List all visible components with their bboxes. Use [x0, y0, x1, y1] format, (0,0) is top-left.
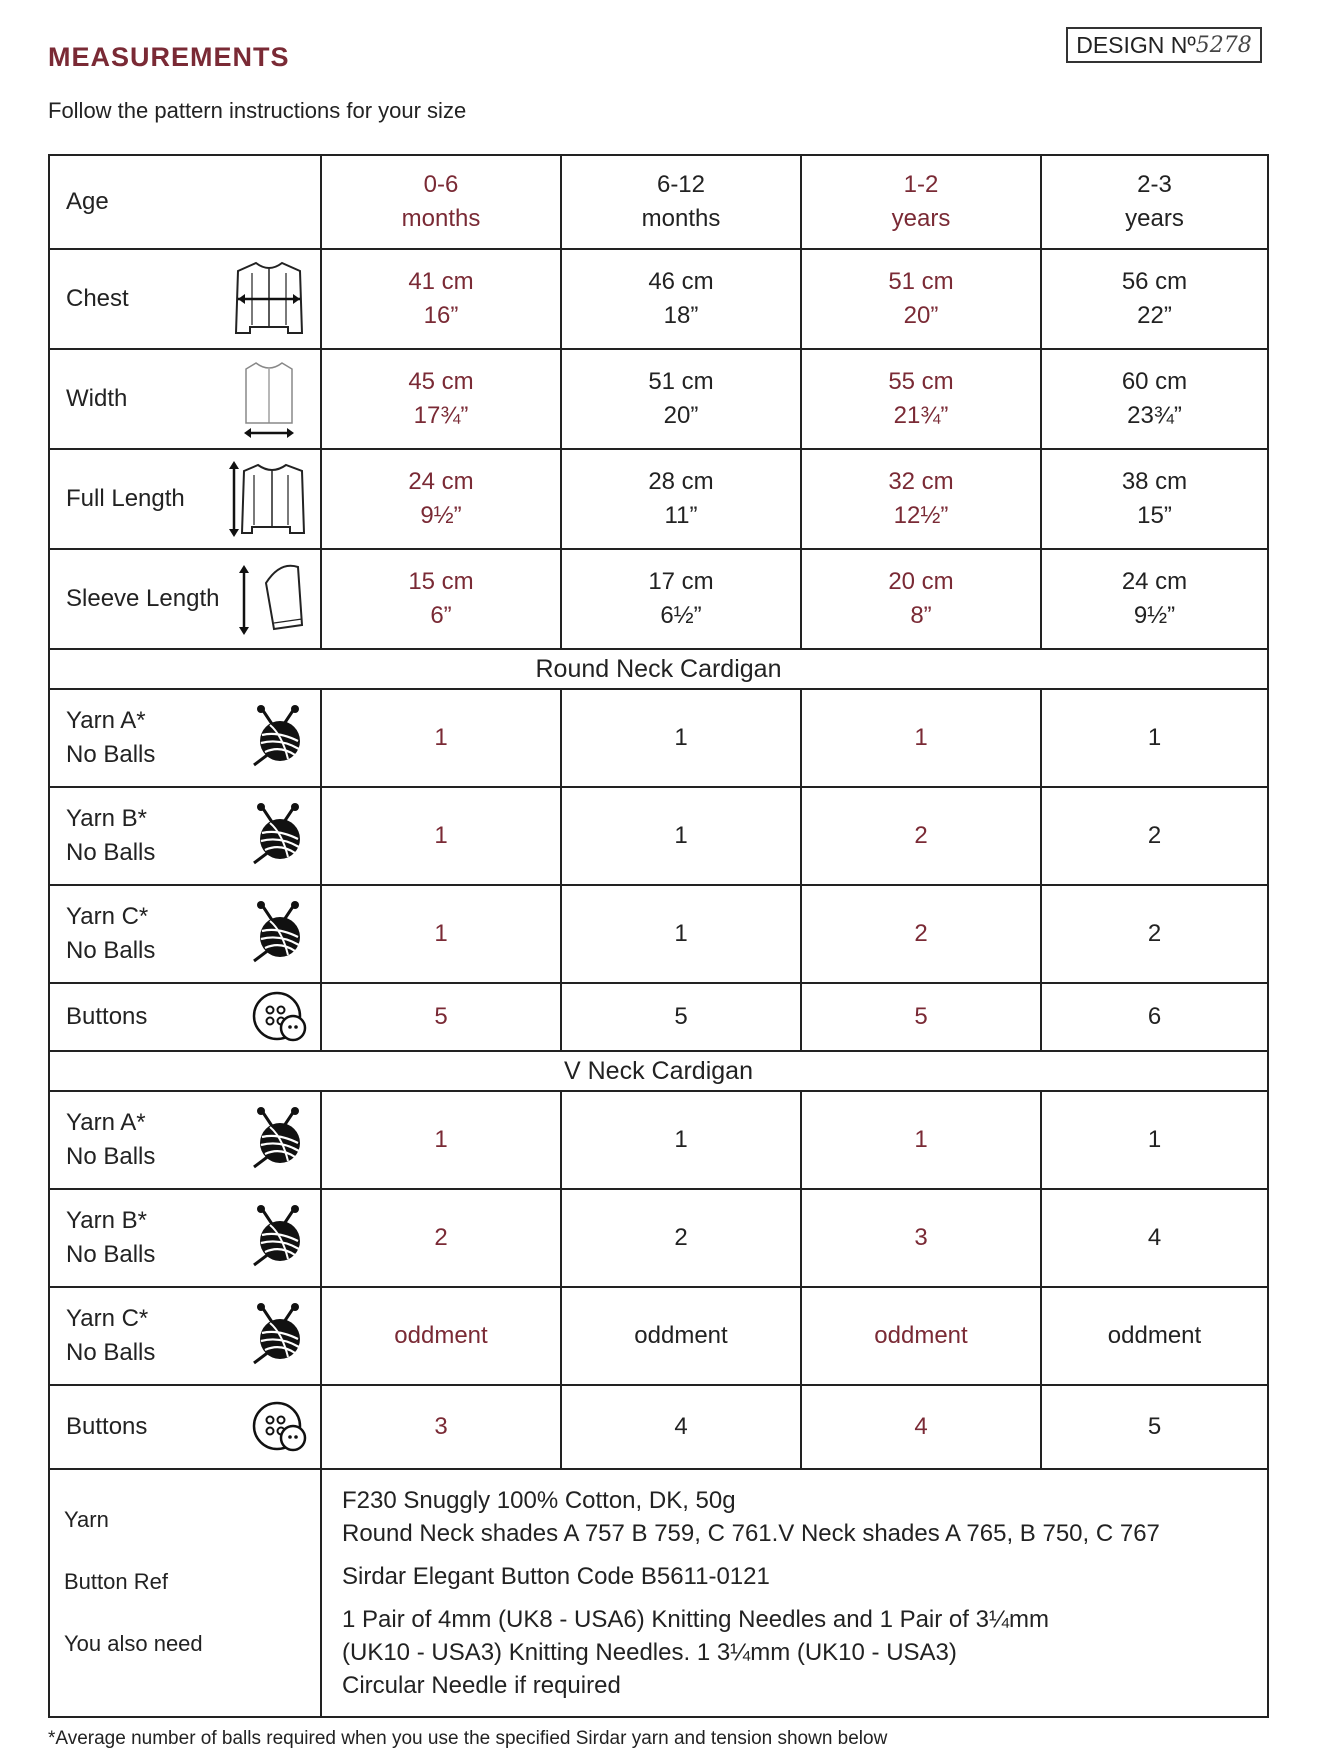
buttons-row: [49, 1385, 1268, 1469]
measurement-inches: 18”: [663, 302, 699, 329]
measurement-cm: 28 cm: [648, 468, 714, 495]
measurement-cm: 51 cm: [888, 268, 954, 295]
measurement-cm: 45 cm: [408, 368, 474, 395]
yarn-ball-icon: [248, 705, 308, 771]
materials-row: [49, 1469, 1268, 1717]
measurement-cm: 17 cm: [648, 568, 714, 595]
width-label: Width: [66, 385, 128, 412]
balls-cell: 2: [801, 787, 1041, 885]
no-balls-label: No Balls: [66, 1339, 156, 1366]
no-balls-label: No Balls: [66, 839, 156, 866]
size-unit: months: [401, 205, 481, 232]
buttons-label: Buttons: [66, 1413, 148, 1440]
yarn-b-label-cell: [49, 787, 321, 885]
measurement-cell: [321, 349, 561, 449]
balls-cell: 1: [561, 689, 801, 787]
measurement-cell: [321, 449, 561, 549]
yarn-label: [66, 1106, 155, 1174]
design-number-box: [1066, 27, 1262, 63]
footnote: *Average number of balls required when you use the specified Sirdar yarn and tension shown below: [48, 1728, 888, 1749]
chest-label: Chest: [66, 285, 129, 312]
size-range: 2-3: [1137, 171, 1172, 198]
yarn-label: [66, 1204, 155, 1272]
measurements-table: [48, 154, 1269, 1718]
needles-line: 1 Pair of 4mm (UK8 - USA6) Knitting Needles and 1 Pair of 3¼mm: [342, 1606, 1049, 1633]
yarn-ball-icon: [248, 1107, 308, 1173]
measurement-cm: 41 cm: [408, 268, 474, 295]
yarn-a-label-cell: [49, 689, 321, 787]
measurement-inches: 8”: [910, 602, 932, 629]
balls-cell: 1: [321, 787, 561, 885]
buttons-cell: 6: [1041, 983, 1268, 1051]
balls-cell: oddment: [1041, 1287, 1268, 1385]
button-icon: [250, 1400, 308, 1454]
balls-cell: 1: [561, 885, 801, 983]
measurement-inches: 21¾”: [893, 402, 949, 429]
balls-cell: 1: [1041, 689, 1268, 787]
yarn-c-label-cell: [49, 885, 321, 983]
size-unit: years: [891, 205, 951, 232]
measurement-cell: [321, 549, 561, 649]
sleeve-length-icon: [236, 557, 308, 641]
balls-cell: oddment: [801, 1287, 1041, 1385]
button-ref-value: Sirdar Elegant Button Code B5611-0121: [342, 1563, 770, 1590]
buttons-label: Buttons: [66, 1003, 148, 1030]
measurement-cm: 24 cm: [408, 468, 474, 495]
yarn-ball-icon: [248, 901, 308, 967]
measurement-cm: 32 cm: [888, 468, 954, 495]
yarn-c-label: Yarn C*: [66, 903, 149, 930]
cardigan-length-icon: [226, 457, 308, 541]
measurement-cm: 24 cm: [1121, 568, 1188, 595]
measurement-cell: [561, 449, 801, 549]
measurement-inches: 11”: [664, 502, 698, 529]
measurement-cell: [561, 549, 801, 649]
balls-cell: 2: [1041, 787, 1268, 885]
yarn-label: [66, 704, 155, 772]
yarn-row: [49, 689, 1268, 787]
section-heading: Round Neck Cardigan: [49, 649, 1268, 689]
measurement-cm: 15 cm: [408, 568, 474, 595]
yarn-line: F230 Snuggly 100% Cotton, DK, 50g: [342, 1487, 736, 1514]
yarn-a-label: Yarn A*: [66, 1109, 146, 1136]
balls-cell: 1: [801, 1091, 1041, 1189]
measurement-cm: 38 cm: [1121, 468, 1188, 495]
measurement-inches: 20”: [663, 402, 699, 429]
yarn-c-label-cell: [49, 1287, 321, 1385]
size-range: 0-6: [423, 171, 459, 198]
buttons-label-cell: [49, 983, 321, 1051]
measurement-cell: [801, 249, 1041, 349]
yarn-b-label: Yarn B*: [66, 805, 147, 832]
design-label: DESIGN Nº: [1076, 31, 1196, 58]
buttons-cell: 3: [321, 1385, 561, 1469]
chest-label-cell: [49, 249, 321, 349]
yarn-line: Round Neck shades A 757 B 759, C 761.V Neck shades A 765, B 750, C 767: [342, 1520, 1160, 1547]
materials-details: [321, 1469, 1268, 1717]
no-balls-label: No Balls: [66, 937, 156, 964]
yarn-row: [49, 1091, 1268, 1189]
age-label-cell: [49, 155, 321, 249]
balls-cell: 2: [1041, 885, 1268, 983]
buttons-cell: 5: [1041, 1385, 1268, 1469]
sleeve-length-label: Sleeve Length: [66, 585, 220, 612]
size-range: 6-12: [656, 171, 706, 198]
buttons-cell: 5: [321, 983, 561, 1051]
measurement-inches: 15”: [1137, 502, 1172, 529]
sleeve-length-label-cell: [49, 549, 321, 649]
balls-cell: 2: [801, 885, 1041, 983]
v-neck-section-row: [49, 1051, 1268, 1091]
needles-line: Circular Needle if required: [342, 1672, 621, 1699]
yarn-ball-icon: [248, 803, 308, 869]
no-balls-label: No Balls: [66, 741, 156, 768]
measurement-inches: 6½”: [660, 602, 702, 629]
size-cell: [1041, 155, 1268, 249]
measurement-inches: 12½”: [893, 502, 949, 529]
buttons-label-cell: [49, 1385, 321, 1469]
buttons-cell: 4: [561, 1385, 801, 1469]
size-range: 1-2: [903, 171, 939, 198]
measurement-cell: [321, 249, 561, 349]
balls-cell: 1: [561, 1091, 801, 1189]
measurement-cell: [1041, 249, 1268, 349]
size-cell: [801, 155, 1041, 249]
balls-cell: 1: [801, 689, 1041, 787]
measurement-inches: 6”: [430, 602, 452, 629]
size-cell: [321, 155, 561, 249]
measurement-cell: [1041, 449, 1268, 549]
yarn-ball-icon: [248, 1303, 308, 1369]
yarn-b-label: Yarn B*: [66, 1207, 147, 1234]
measurement-cell: [801, 349, 1041, 449]
yarn-a-label-cell: [49, 1091, 321, 1189]
balls-cell: 4: [1041, 1189, 1268, 1287]
measurement-inches: 9½”: [420, 502, 462, 529]
yarn-row: [49, 787, 1268, 885]
design-number: 5278: [1195, 32, 1252, 58]
balls-cell: 1: [561, 787, 801, 885]
yarn-ball-icon: [248, 1205, 308, 1271]
measurement-cell: [561, 349, 801, 449]
cardigan-width-icon: [230, 357, 308, 441]
balls-cell: oddment: [321, 1287, 561, 1385]
measurement-cm: 55 cm: [888, 368, 954, 395]
sleeve-length-row: [49, 549, 1268, 649]
no-balls-label: No Balls: [66, 1241, 156, 1268]
full-length-row: [49, 449, 1268, 549]
size-unit: months: [641, 205, 721, 232]
size-cell: [561, 155, 801, 249]
full-length-label: Full Length: [66, 485, 185, 512]
balls-cell: 1: [321, 689, 561, 787]
chest-row: [49, 249, 1268, 349]
buttons-cell: 5: [561, 983, 801, 1051]
no-balls-label: No Balls: [66, 1143, 156, 1170]
yarn-row: [49, 1287, 1268, 1385]
measurement-cell: [561, 249, 801, 349]
yarn-a-label: Yarn A*: [66, 707, 146, 734]
yarn-row: [49, 885, 1268, 983]
width-label-cell: [49, 349, 321, 449]
measurement-cm: 51 cm: [648, 368, 714, 395]
also-need-label: You also need: [64, 1631, 203, 1656]
balls-cell: 2: [321, 1189, 561, 1287]
measurement-cell: [801, 449, 1041, 549]
measurement-cell: [1041, 549, 1268, 649]
needles-line: (UK10 - USA3) Knitting Needles. 1 3¼mm (UK10 - USA3): [342, 1639, 957, 1666]
balls-cell: oddment: [561, 1287, 801, 1385]
yarn-b-label-cell: [49, 1189, 321, 1287]
age-row: [49, 155, 1268, 249]
round-neck-section-row: [49, 649, 1268, 689]
cardigan-chest-icon: [230, 257, 308, 341]
full-length-label-cell: [49, 449, 321, 549]
balls-cell: 1: [1041, 1091, 1268, 1189]
measurement-cm: 20 cm: [888, 568, 954, 595]
buttons-row: [49, 983, 1268, 1051]
balls-cell: 1: [321, 885, 561, 983]
measurement-cell: [1041, 349, 1268, 449]
measurement-cm: 60 cm: [1121, 368, 1188, 395]
measurement-cm: 46 cm: [648, 268, 714, 295]
yarn-label: [66, 802, 155, 870]
measurement-inches: 17¾”: [413, 402, 469, 429]
balls-cell: 2: [561, 1189, 801, 1287]
button-icon: [250, 990, 308, 1044]
measurement-inches: 22”: [1137, 302, 1172, 329]
page-title: MEASUREMENTS: [48, 42, 290, 72]
yarn-c-label: Yarn C*: [66, 1305, 149, 1332]
yarn-info-label: Yarn: [64, 1507, 109, 1532]
measurement-inches: 9½”: [1133, 602, 1176, 629]
measurement-cell: [801, 549, 1041, 649]
measurement-inches: 16”: [423, 302, 459, 329]
buttons-cell: 4: [801, 1385, 1041, 1469]
balls-cell: 3: [801, 1189, 1041, 1287]
age-label: Age: [66, 188, 109, 215]
yarn-label: [66, 1302, 155, 1370]
button-ref-label: Button Ref: [64, 1569, 168, 1594]
yarn-label: [66, 900, 155, 968]
measurement-inches: 23¾”: [1127, 402, 1182, 429]
measurement-cm: 56 cm: [1121, 268, 1188, 295]
size-unit: years: [1125, 205, 1184, 232]
page-subtitle: Follow the pattern instructions for your size: [48, 98, 467, 123]
buttons-cell: 5: [801, 983, 1041, 1051]
yarn-row: [49, 1189, 1268, 1287]
measurement-inches: 20”: [903, 302, 939, 329]
width-row: [49, 349, 1268, 449]
balls-cell: 1: [321, 1091, 561, 1189]
materials-labels: [49, 1469, 321, 1717]
section-heading: V Neck Cardigan: [49, 1051, 1268, 1091]
